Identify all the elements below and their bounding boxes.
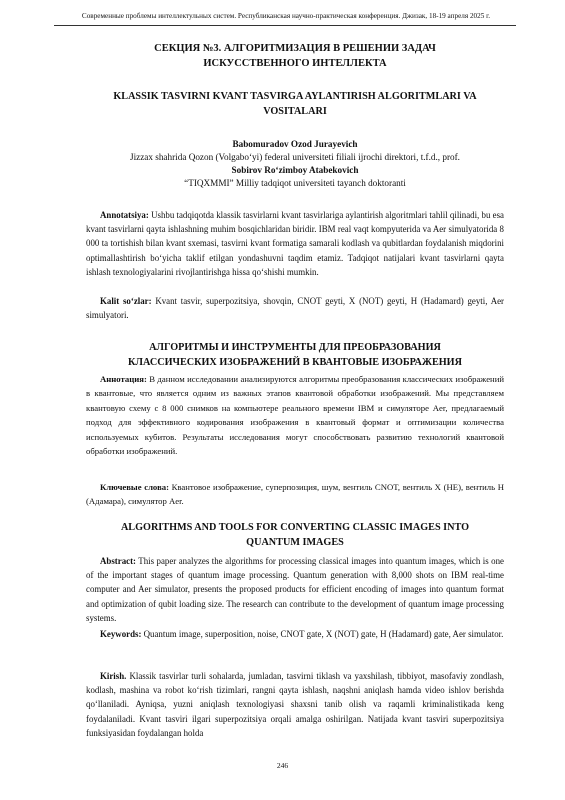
keywords-text: Квантовое изображение, суперпозиция, шум, вентиль CNOT, вентиль X (НЕ), вентиль H (Адамара), симулятор Aer. xyxy=(86,482,504,507)
title-ru-line: КЛАССИЧЕСКИХ ИЗОБРАЖЕНИЙ В КВАНТОВЫЕ ИЗОБРАЖЕНИЯ xyxy=(128,356,462,368)
annotation-uz xyxy=(86,208,504,279)
introduction-label: Kirish. xyxy=(100,671,127,681)
abstract-label: Abstract: xyxy=(100,556,136,566)
annotation-text: Ushbu tadqiqotda klassik tasvirlarni kvant tasvirlariga aylantirish algoritmlari tahlil qilinadi, bu esa kvant tasvirlarni qayta ishlashning muhim bosqichlaridan biridir. IBM real vaqt kompyuterida va Aer simulyatorida 8 000 ta tortishish bilan kvant sxemasi, tasvirni kvant formatiga samarali kodlash va qubitlardan foydalanish miqdorini optimallashtirish bo‘yicha taklif etilgan yondashuvni taqdim etamiz. Tadqiqot natijalari kvant tasvirlarni qayta ishlash texnologiyalarini rivojlantirishga hissa qo‘shishi mumkin. xyxy=(86,210,504,277)
abstract-text: This paper analyzes the algorithms for processing classical images into quantum images, which is one of the important stages of quantum image processing. Quantum generation with 8,000 shots on IBM real-time computer and Aer simulator, presents the proposed products for efficient encoding of images into quantum format and optimization of qubit loading size. The research can contribute to the development of quantum image processing systems. xyxy=(86,556,504,623)
keywords-text: Kvant tasvir, superpozitsiya, shovqin, CNOT geyti, X (NOT) geyti, H (Hadamard) geyti, Aer simulyatori. xyxy=(86,296,505,321)
header-divider xyxy=(54,25,516,26)
keywords-label: Keywords: xyxy=(100,629,142,639)
keywords-label: Kalit so‘zlar: xyxy=(100,296,152,306)
title-en-line: ALGORITHMS AND TOOLS FOR CONVERTING CLASSIC IMAGES INTO xyxy=(120,522,470,533)
annotation-ru xyxy=(86,372,504,458)
page-number: 246 xyxy=(276,761,289,770)
annotation-label: Аннотация: xyxy=(100,374,147,384)
keywords-label: Ключевые слова: xyxy=(100,482,169,492)
section-title-line: ИСКУССТВЕННОГО ИНТЕЛЛЕКТА xyxy=(203,58,387,69)
keywords-uz xyxy=(86,294,504,322)
title-ru-line: АЛГОРИТМЫ И ИНСТРУМЕНТЫ ДЛЯ ПРЕОБРАЗОВАНИЯ xyxy=(149,342,441,353)
author-affiliation: “TIQXMMI” Milliy tadqiqot universiteti tayanch doktoranti xyxy=(184,178,406,188)
author-name: Sobirov Ro‘zimboy Atabekovich xyxy=(231,165,359,175)
title-en-line: QUANTUM IMAGES xyxy=(246,536,344,548)
abstract-en xyxy=(86,554,504,625)
keywords-ru xyxy=(86,480,504,509)
keywords-text: Quantum image, superposition, noise, CNOT gate, X (NOT) gate, H (Hadamard) gate, Aer simulator. xyxy=(141,629,504,639)
introduction-paragraph xyxy=(86,669,504,740)
article-title-uz xyxy=(86,90,504,119)
section-title-line: СЕКЦИЯ №3. АЛГОРИТМИЗАЦИЯ В РЕШЕНИИ ЗАДАЧ xyxy=(154,43,436,54)
section-title xyxy=(86,41,504,71)
article-title-line: VOSITALARI xyxy=(263,105,327,117)
introduction-text: Klassik tasvirlar turli sohalarda, jumladan, tasvirni tiklash va yaxshilash, tibbiyot, masofaviy zondlash, kodlash, mashina va robot ko‘rish tizimlari, rangni qayta ishlash, naqshni aniqlash hamda video ishlov berishda qo‘llaniladi. Ayniqsa, yuzni aniqlash texnologiyasi shaxsni tanib olish va raqamli kriminalistikada keng foydalaniladi. Kvant tasviri ilgari superpozitsiya orqali amalga oshirilgan. Natijada kvant tasviri superpozitsiya funksiyasidan foydalangan holda xyxy=(86,671,504,738)
title-ru xyxy=(86,341,504,371)
author-affiliation: Jizzax shahrida Qozon (Volgabo‘yi) federal universiteti filiali ijrochi direktori, t.f.d., prof. xyxy=(130,152,460,162)
running-header: Современные проблемы интеллектульных систем. Республиканская научно-практическая конференция. Джизак, 18-19 апреля 2025 г. xyxy=(81,12,491,20)
keywords-en xyxy=(86,627,504,641)
annotation-text: В данном исследовании анализируются алгоритмы преобразования классических изображений в квантовые, что является одним из важных этапов квантовой обработки изображений. Мы представляем квантовую схему с 8 000 снимков на компьютере реального времени IBM и симуляторе Aer, предлагаемый подход для эффективного кодирования изображения в квантовый формат и оптимизации количества используемых кубитов. Результаты исследования могут способствовать развитию технологий квантовой обработки изображений. xyxy=(86,374,504,457)
annotation-label: Annotatsiya: xyxy=(100,210,149,220)
article-title-line: KLASSIK TASVIRNI KVANT TASVIRGA AYLANTIRISH ALGORITMLARI VA xyxy=(113,91,477,102)
title-en xyxy=(86,521,504,551)
author-name: Babomuradov Ozod Jurayevich xyxy=(232,139,358,149)
